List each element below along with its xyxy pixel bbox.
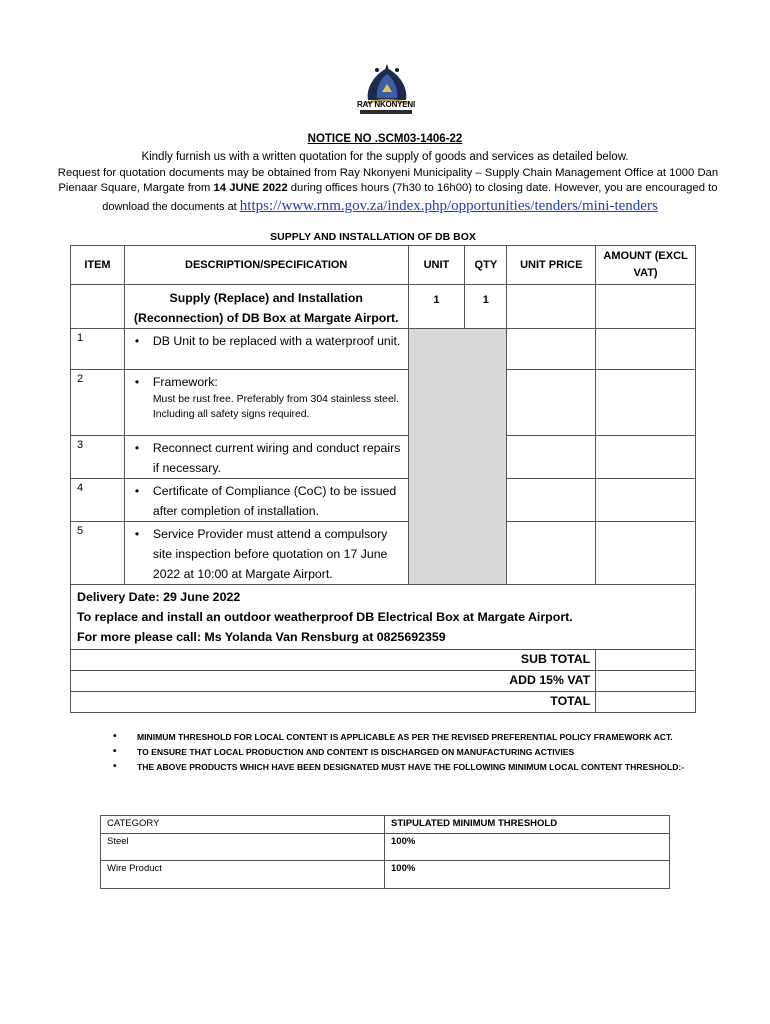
intro-paragraph <box>38 166 738 196</box>
notice-number: NOTICE NO .SCM03-1406-22 <box>307 133 463 145</box>
amount-cell <box>596 479 696 522</box>
intro-line-3: download the documents at https://www.rnm.gov.za/index.php/opportunities/tenders/mini-tenders <box>102 198 658 214</box>
quotation-table <box>70 245 696 713</box>
threshold-table <box>100 815 670 889</box>
vat-row <box>71 671 696 692</box>
unit-price-cell <box>507 329 596 370</box>
vat-label: ADD 15% VAT <box>71 671 596 692</box>
header-unit-price: UNIT PRICE <box>507 246 596 285</box>
item-number: 2 <box>71 370 125 436</box>
note-item: • THE ABOVE PRODUCTS WHICH HAVE BEEN DESIGNATED MUST HAVE THE FOLLOWING MINIMUM LOCAL CONTENT THRESHOLD:- <box>113 760 693 775</box>
item-description: • DB Unit to be replaced with a waterproof unit. <box>124 329 408 370</box>
intro-line-2b: Pienaar Square, Margate from 14 JUNE 2022 during offices hours (7h30 to 16h00) to closing date. However, you are encouraged to <box>58 182 718 194</box>
note-item: • MINIMUM THRESHOLD FOR LOCAL CONTENT IS APPLICABLE AS PER THE REVISED PREFERENTIAL POLICY FRAMEWORK ACT. <box>113 730 693 745</box>
sub-total-label: SUB TOTAL <box>71 650 596 671</box>
header-qty: QTY <box>465 246 507 285</box>
table-row-main <box>71 285 696 329</box>
amount-cell <box>596 436 696 479</box>
threshold-row <box>101 834 670 861</box>
unit-price-cell <box>507 370 596 436</box>
item-description: • Reconnect current wiring and conduct repairs if necessary. <box>124 436 408 479</box>
delivery-date: Delivery Date: 29 June 2022 <box>77 590 241 604</box>
threshold-header-value: STIPULATED MINIMUM THRESHOLD <box>385 816 670 834</box>
intro-line-1: Kindly furnish us with a written quotation for the supply of goods and services as detailed below. <box>141 151 629 163</box>
total-value <box>596 692 696 713</box>
threshold-category: Wire Product <box>101 861 385 889</box>
table-row <box>71 479 696 522</box>
unit-price-cell <box>507 436 596 479</box>
table-row <box>71 522 696 585</box>
header-unit: UNIT <box>408 246 465 285</box>
amount-cell <box>596 370 696 436</box>
main-description: Supply (Replace) and Installation (Reconnection) of DB Box at Margate Airport. <box>124 285 408 329</box>
item-number: 4 <box>71 479 125 522</box>
item-description: • Certificate of Compliance (CoC) to be issued after completion of installation. <box>124 479 408 522</box>
item-description: • Service Provider must attend a compulsory site inspection before quotation on 17 June 2022 at 10:00 at Margate Airport. <box>124 522 408 585</box>
table-row <box>71 436 696 479</box>
item-number: 5 <box>71 522 125 585</box>
table-row <box>71 329 696 370</box>
item-description-sub: Including all safety signs required. <box>152 409 310 420</box>
subtotal-row <box>71 650 696 671</box>
threshold-category: Steel <box>101 834 385 861</box>
item-description-heading: Framework: <box>152 375 218 389</box>
main-qty: 1 <box>465 285 507 329</box>
local-content-notes <box>113 730 693 774</box>
logo-underline <box>360 110 412 114</box>
replace-note: To replace and install an outdoor weatherproof DB Electrical Box at Margate Airport. <box>77 610 573 624</box>
main-amount-cell <box>596 285 696 329</box>
item-description-sub: Must be rust free. Preferably from 304 stainless steel. <box>152 394 399 405</box>
logo-text: RAY NKONYENI <box>356 100 416 109</box>
delivery-info <box>71 585 696 650</box>
unit-price-cell <box>507 479 596 522</box>
main-unit: 1 <box>408 285 465 329</box>
item-description <box>124 370 408 436</box>
sub-total-value <box>596 650 696 671</box>
threshold-header-category: CATEGORY <box>101 816 385 834</box>
table-title: SUPPLY AND INSTALLATION OF DB BOX <box>270 231 476 243</box>
total-row <box>71 692 696 713</box>
grey-block <box>408 329 507 585</box>
threshold-row <box>101 861 670 889</box>
contact-info: For more please call: Ms Yolanda Van Rensburg at 0825692359 <box>77 630 446 644</box>
header-description: DESCRIPTION/SPECIFICATION <box>124 246 408 285</box>
threshold-value: 100% <box>385 861 670 889</box>
amount-cell <box>596 522 696 585</box>
header-amount: AMOUNT (EXCL VAT) <box>596 246 696 285</box>
item-number: 3 <box>71 436 125 479</box>
unit-price-cell <box>507 522 596 585</box>
note-item: • TO ENSURE THAT LOCAL PRODUCTION AND CONTENT IS DISCHARGED ON MANUFACTURING ACTIVIES <box>113 745 693 760</box>
table-row <box>71 370 696 436</box>
delivery-row <box>71 585 696 650</box>
intro-line-2a: Request for quotation documents may be obtained from Ray Nkonyeni Municipality – Supply Chain Management Office at 1000 Dan <box>57 167 719 179</box>
header-item: ITEM <box>71 246 125 285</box>
item-number: 1 <box>71 329 125 370</box>
vat-value <box>596 671 696 692</box>
threshold-value: 100% <box>385 834 670 861</box>
main-unit-price-cell <box>507 285 596 329</box>
table-header-row <box>71 246 696 285</box>
threshold-header-row <box>101 816 670 834</box>
amount-cell <box>596 329 696 370</box>
tenders-link[interactable]: https://www.rnm.gov.za/index.php/opportunities/tenders/mini-tenders <box>239 198 658 214</box>
total-label: TOTAL <box>71 692 596 713</box>
